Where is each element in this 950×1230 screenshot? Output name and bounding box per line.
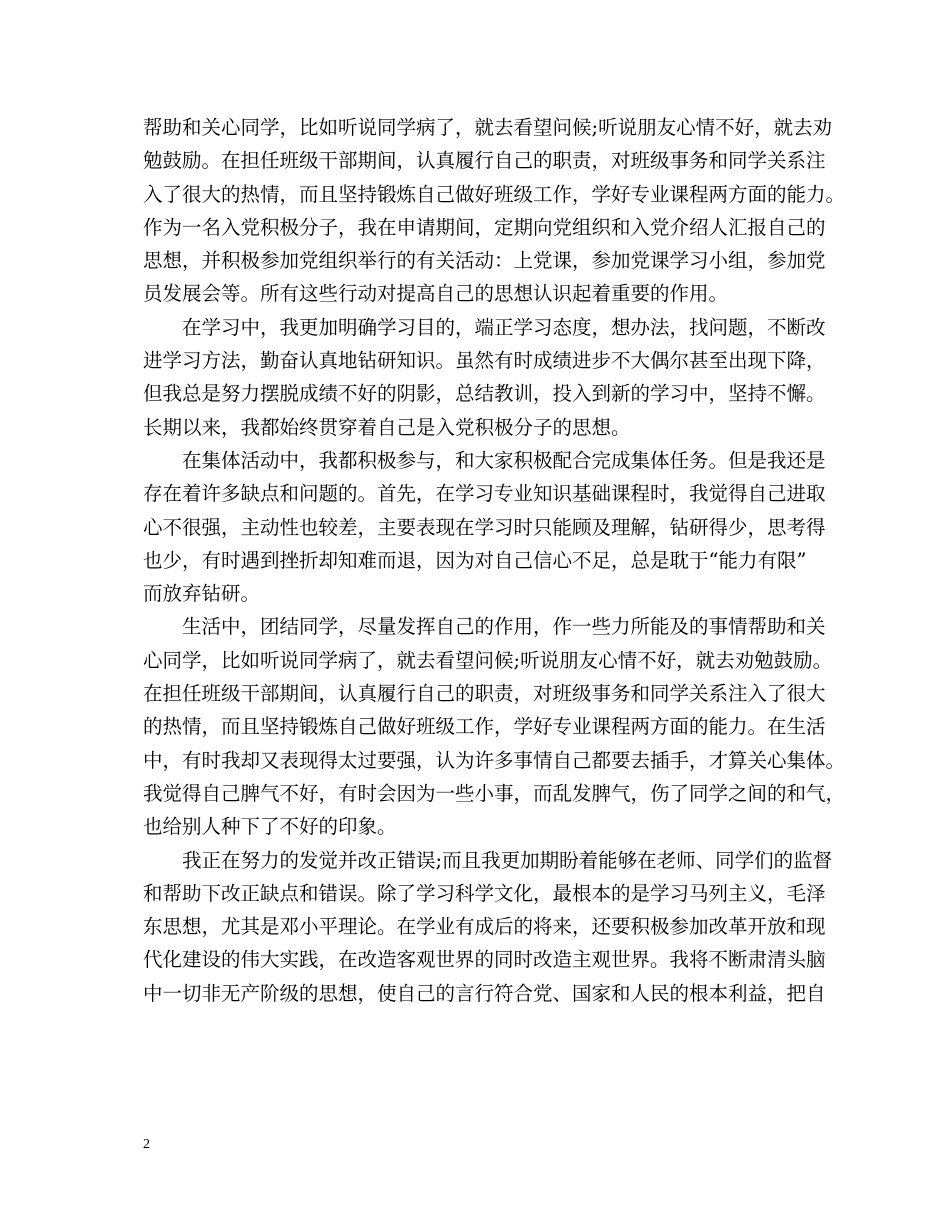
text-line: 存在着许多缺点和问题的。首先，在学习专业知识基础课程时，我觉得自己进取 [143, 482, 826, 506]
text-line: 在担任班级干部期间，认真履行自己的职责，对班级事务和同学关系注入了很大 [143, 682, 826, 706]
text-line: 员发展会等。所有这些行动对提高自己的思想认识起着重要的作用。 [143, 282, 729, 306]
text-line: 中，有时我却又表现得太过要强，认为许多事情自己都要去插手，才算关心集体。 [143, 748, 846, 772]
text-line: 入了很大的热情，而且坚持锻炼自己做好班级工作，学好专业课程两方面的能力。 [143, 182, 846, 206]
paragraph-first-line: 我正在努力的发觉并改正错误;而且我更加期盼着能够在老师、同学们的监督 [182, 848, 833, 872]
text-line: 长期以来，我都始终贯穿着自己是入党积极分子的思想。 [143, 415, 631, 439]
page-number: 2 [143, 1137, 150, 1152]
body-text [143, 111, 846, 1010]
text-line: 心同学，比如听说同学病了，就去看望问候;听说朋友心情不好，就去劝勉鼓励。 [143, 648, 833, 672]
text-line: 的热情，而且坚持锻炼自己做好班级工作，学好专业课程两方面的能力。在生活 [143, 715, 826, 739]
paragraph-first-line: 在学习中，我更加明确学习目的，端正学习态度，想办法，找问题，不断改 [182, 315, 826, 339]
text-line: 心不很强，主动性也较差，主要表现在学习时只能顾及理解，钻研得少，思考得 [143, 515, 826, 539]
text-line: 和帮助下改正缺点和错误。除了学习科学文化，最根本的是学习马列主义，毛泽 [143, 881, 826, 905]
text-line: 作为一名入党积极分子，我在申请期间，定期向党组织和入党介绍人汇报自己的 [143, 215, 826, 239]
text-line: 中一切非无产阶级的思想，使自己的言行符合党、国家和人民的根本利益，把自 [143, 981, 826, 1005]
text-line: 而放弃钻研。 [143, 582, 261, 606]
paragraph-first-line: 生活中，团结同学，尽量发挥自己的作用，作一些力所能及的事情帮助和关 [182, 615, 826, 639]
text-line: 也给别人种下了不好的印象。 [143, 815, 397, 839]
text-line: 帮助和关心同学，比如听说同学病了，就去看望问候;听说朋友心情不好，就去劝 [143, 116, 833, 139]
text-line: 但我总是努力摆脱成绩不好的阴影，总结教训，投入到新的学习中，坚持不懈。 [143, 382, 826, 406]
text-line: 也少，有时遇到挫折却知难而退，因为对自己信心不足，总是耽于“能力有限” [143, 548, 807, 572]
text-line: 东思想，尤其是邓小平理论。在学业有成后的将来，还要积极参加改革开放和现 [143, 915, 826, 939]
text-line: 勉鼓励。在担任班级干部期间，认真履行自己的职责，对班级事务和同学关系注 [143, 149, 826, 173]
text-line: 进学习方法，勤奋认真地钻研知识。虽然有时成绩进步不大偶尔甚至出现下降， [143, 349, 826, 373]
text-line: 代化建设的伟大实践，在改造客观世界的同时改造主观世界。我将不断肃清头脑 [143, 948, 826, 972]
paragraph-first-line: 在集体活动中，我都积极参与，和大家积极配合完成集体任务。但是我还是 [182, 448, 826, 472]
text-line: 思想，并积极参加党组织举行的有关活动：上党课，参加党课学习小组，参加党 [143, 249, 826, 273]
text-line: 我觉得自己脾气不好，有时会因为一些小事，而乱发脾气，伤了同学之间的和气， [143, 781, 846, 805]
